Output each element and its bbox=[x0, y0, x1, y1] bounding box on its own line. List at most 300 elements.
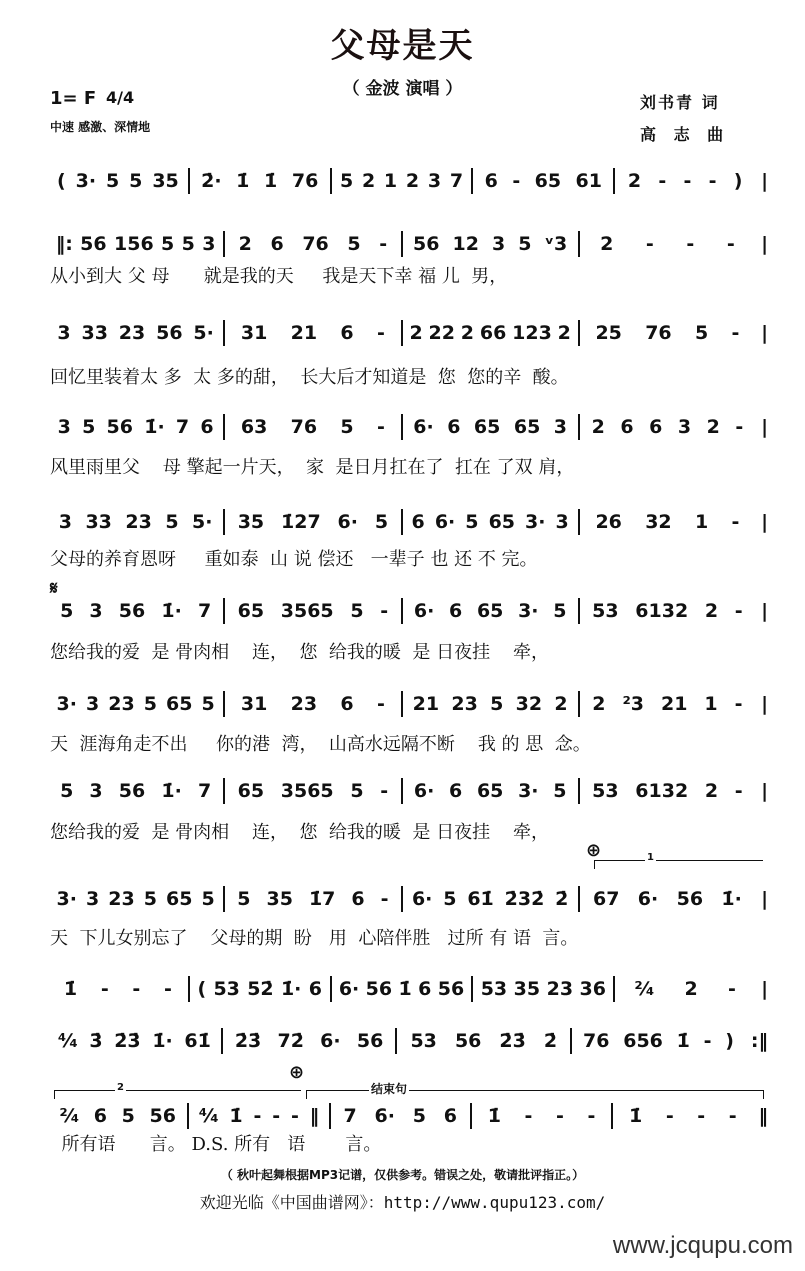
measure bbox=[225, 693, 400, 715]
measure bbox=[615, 978, 755, 1000]
note-group: 5 bbox=[350, 780, 364, 802]
notation-row bbox=[48, 508, 768, 536]
note-group: 65 bbox=[513, 416, 541, 438]
measure bbox=[189, 1105, 328, 1127]
note-group: - bbox=[380, 600, 389, 622]
notation-row bbox=[48, 690, 768, 718]
note-group: 2 bbox=[238, 233, 252, 255]
note-group: 6 bbox=[308, 978, 322, 1000]
note-group: - bbox=[734, 600, 743, 622]
note-group: - bbox=[734, 693, 743, 715]
note-group: 2 bbox=[592, 693, 606, 715]
note-group: 56 bbox=[365, 978, 393, 1000]
measure bbox=[48, 233, 223, 255]
lyrics-line: 回忆里装着太 多 太 多的甜， 长大后才知道是 您 您的辛 酸。 bbox=[50, 367, 569, 388]
measure bbox=[580, 780, 755, 802]
note-group: 3565 bbox=[280, 600, 334, 622]
note-group: 56 bbox=[676, 888, 704, 910]
note-group: 6 bbox=[340, 322, 354, 344]
note-group: 26 bbox=[595, 511, 622, 533]
note-group: 6 bbox=[93, 1105, 107, 1127]
lyrics-line: 从小到大 父 母 就是我的天 我是天下幸 福 儿 男， bbox=[50, 266, 508, 287]
notation-row bbox=[48, 975, 768, 1003]
notation-row bbox=[48, 413, 768, 441]
note-group: 5 bbox=[340, 416, 354, 438]
note-group: 1̇ bbox=[676, 1030, 690, 1052]
note-group: 23 bbox=[108, 693, 135, 715]
note-group: 65 bbox=[166, 693, 193, 715]
note-group: 53 bbox=[410, 1030, 437, 1052]
note-group: 23 bbox=[451, 693, 478, 715]
note-group: 2 bbox=[460, 322, 475, 344]
note-group: 56 bbox=[454, 1030, 482, 1052]
note-group: 2 bbox=[704, 600, 719, 622]
note-group: 6· bbox=[413, 600, 435, 622]
measure bbox=[48, 978, 188, 1000]
note-group: 25 bbox=[595, 322, 622, 344]
note-group: 6 bbox=[443, 1105, 457, 1127]
note-group: - bbox=[734, 780, 743, 802]
end-barline: :‖ bbox=[750, 1030, 768, 1052]
note-group: 5 bbox=[129, 170, 143, 192]
measure bbox=[225, 780, 400, 802]
note-group: 3 bbox=[553, 416, 568, 438]
measure bbox=[580, 511, 755, 533]
note-group: 6 bbox=[200, 416, 214, 438]
end-barline: | bbox=[761, 888, 769, 910]
note-group: 3· bbox=[56, 888, 77, 910]
note-group: 2̇· bbox=[201, 170, 222, 192]
lyrics-line: 天 下儿女别忘了 父母的期 盼 用 心陪伴胜 过所 有 语 言。 bbox=[50, 928, 579, 949]
note-group: - bbox=[686, 233, 695, 255]
measure bbox=[397, 1030, 570, 1052]
note-group: 5 bbox=[553, 600, 567, 622]
note-group: 56 bbox=[156, 322, 183, 344]
note-group: 3565 bbox=[280, 780, 334, 802]
note-group: 2 bbox=[591, 416, 605, 438]
measure bbox=[403, 693, 578, 715]
note-group: 5 bbox=[60, 600, 74, 622]
note-group: 5 bbox=[347, 233, 361, 255]
note-group: 3 bbox=[86, 888, 100, 910]
measure bbox=[473, 978, 613, 1000]
measure bbox=[580, 888, 755, 910]
note-group: - bbox=[253, 1105, 262, 1127]
song-title: 父母是天 bbox=[330, 26, 475, 66]
note-group: 6 bbox=[340, 693, 354, 715]
note-group: 6 bbox=[449, 780, 463, 802]
lyricist-credit: 刘书青 词 bbox=[640, 93, 720, 112]
note-group: 3 bbox=[89, 600, 103, 622]
measure bbox=[332, 978, 472, 1000]
measure bbox=[225, 888, 400, 910]
note-group: ²3 bbox=[622, 693, 645, 715]
note-group: 7 bbox=[175, 416, 190, 438]
note-group: - bbox=[726, 233, 735, 255]
measure bbox=[615, 170, 755, 192]
note-group: - bbox=[731, 322, 740, 344]
note-group: 1 bbox=[704, 693, 718, 715]
note-group: ) bbox=[725, 1030, 734, 1052]
measure bbox=[225, 233, 400, 255]
note-group: 6· bbox=[337, 511, 358, 533]
note-group: 1̇· bbox=[721, 888, 742, 910]
note-group: - bbox=[380, 888, 389, 910]
note-group: 5 bbox=[553, 780, 567, 802]
note-group: 6 bbox=[449, 600, 463, 622]
note-group: 61̇ bbox=[184, 1030, 211, 1052]
note-group: 3· bbox=[518, 600, 539, 622]
note-group: 5 bbox=[412, 1105, 426, 1127]
note-group: - bbox=[524, 1105, 533, 1127]
note-group: 6 bbox=[411, 511, 425, 533]
note-group: 1̇7 bbox=[308, 888, 336, 910]
measure bbox=[580, 233, 755, 255]
note-group: 21 bbox=[290, 322, 318, 344]
note-group: - bbox=[703, 1030, 712, 1052]
note-group: 1̇· bbox=[152, 1030, 173, 1052]
note-group: 65 bbox=[237, 780, 265, 802]
note-group: 56 bbox=[106, 416, 133, 438]
volta-1-label: 1 bbox=[647, 852, 654, 863]
note-group: - bbox=[132, 978, 141, 1000]
note-group: 6· bbox=[320, 1030, 341, 1052]
note-group: 35 bbox=[237, 511, 265, 533]
volta-1-bracket bbox=[594, 852, 763, 869]
note-group: - bbox=[708, 170, 717, 192]
lyrics-line: 风里雨里父 母 擎起一片天， 家 是日月扛在了 扛在 了双 肩， bbox=[50, 457, 575, 478]
note-group: ²⁄₄ bbox=[59, 1105, 80, 1127]
note-group: 5 bbox=[201, 693, 215, 715]
note-group: 5· bbox=[192, 511, 213, 533]
note-group: 65 bbox=[166, 888, 193, 910]
note-group: ( bbox=[197, 978, 207, 1000]
notation-row bbox=[48, 230, 768, 258]
note-group: 12 bbox=[452, 233, 479, 255]
note-group: 6 bbox=[351, 888, 365, 910]
note-group: 6 bbox=[484, 170, 498, 192]
measure bbox=[190, 170, 330, 192]
note-group: - bbox=[100, 978, 109, 1000]
measure bbox=[331, 1105, 470, 1127]
note-group: - bbox=[376, 322, 385, 344]
note-group: 5 bbox=[694, 322, 709, 344]
note-group: 2 bbox=[684, 978, 698, 1000]
note-group: 2̇ bbox=[555, 888, 569, 910]
note-group: 5 bbox=[143, 888, 157, 910]
measure bbox=[225, 600, 400, 622]
note-group: 76 bbox=[583, 1030, 610, 1052]
note-group: 76 bbox=[302, 233, 329, 255]
measure bbox=[225, 322, 400, 344]
note-group: 2 bbox=[704, 780, 719, 802]
coda-icon-2: ⊕ bbox=[289, 1062, 305, 1083]
note-group: 56 bbox=[149, 1105, 176, 1127]
note-group: 23 bbox=[290, 693, 318, 715]
notation-row bbox=[48, 597, 768, 625]
note-group: 6· bbox=[413, 416, 434, 438]
note-group: - bbox=[290, 1105, 299, 1127]
note-group: 22 bbox=[428, 322, 455, 344]
watermark: www.jcqupu.com bbox=[612, 1232, 793, 1259]
measure bbox=[48, 1030, 221, 1052]
measure bbox=[580, 322, 755, 344]
note-group: 1̇ bbox=[236, 170, 250, 192]
note-group: 5 bbox=[443, 888, 457, 910]
lyrics-line: 您给我的爱 是 骨肉相 连， 您 给我的暖 是 日夜挂 牵， bbox=[50, 642, 549, 663]
end-barline: | bbox=[761, 416, 769, 438]
end-barline: | bbox=[761, 780, 769, 802]
note-group: 3 bbox=[57, 416, 71, 438]
coda-icon: ⊕ bbox=[586, 840, 602, 861]
note-group: 2̇32̇ bbox=[504, 888, 545, 910]
note-group: 1̇· bbox=[280, 978, 302, 1000]
notation-row bbox=[48, 1102, 768, 1130]
time-signature: 4/4 bbox=[106, 88, 135, 107]
note-group: 2 bbox=[409, 322, 423, 344]
note-group: 61 bbox=[575, 170, 602, 192]
end-barline: | bbox=[761, 511, 769, 533]
note-group: 53 bbox=[213, 978, 240, 1000]
notation-row bbox=[48, 777, 768, 805]
notation-row bbox=[48, 167, 768, 195]
note-group: 65 bbox=[476, 780, 504, 802]
ending-label: 结束句 bbox=[371, 1082, 408, 1096]
note-group: 6132 bbox=[635, 780, 689, 802]
segno-icon: 𝄋 bbox=[50, 578, 58, 599]
notation-row bbox=[48, 1027, 768, 1055]
measure bbox=[48, 1105, 187, 1127]
note-group: ⁴⁄₄ bbox=[198, 1105, 219, 1127]
note-group: 67 bbox=[592, 888, 620, 910]
measure bbox=[48, 511, 223, 533]
measure bbox=[48, 170, 188, 192]
note-group: - bbox=[587, 1105, 596, 1127]
note-group: 1 bbox=[383, 170, 398, 192]
note-group: - bbox=[728, 978, 736, 1000]
measure bbox=[403, 416, 578, 438]
note-group: 76 bbox=[291, 170, 319, 192]
note-group: 5 bbox=[201, 888, 215, 910]
note-group: 3 bbox=[86, 693, 100, 715]
note-group: 6 bbox=[447, 416, 461, 438]
note-group: 5 bbox=[105, 170, 120, 192]
note-group: 6 bbox=[418, 978, 432, 1000]
note-group: 1̇· bbox=[161, 600, 182, 622]
note-group: 23 bbox=[125, 511, 152, 533]
note-group: ⁴⁄₄ bbox=[57, 1030, 78, 1052]
end-barline: | bbox=[761, 170, 769, 192]
note-group: ( bbox=[56, 170, 66, 192]
measure bbox=[613, 1105, 752, 1127]
end-barline: | bbox=[761, 693, 769, 715]
note-group: - bbox=[376, 416, 385, 438]
note-group: 76 bbox=[645, 322, 672, 344]
note-group: - bbox=[728, 1105, 737, 1127]
measure bbox=[580, 416, 755, 438]
note-group: 2̇3̇ bbox=[114, 1030, 141, 1052]
note-group: 72̇ bbox=[277, 1030, 304, 1052]
note-group: 6 bbox=[270, 233, 284, 255]
tempo-marking: 中速 感激、深情地 bbox=[50, 120, 151, 134]
note-group: 2̇3̇ bbox=[499, 1030, 526, 1052]
note-group: 52̇ bbox=[247, 978, 274, 1000]
measure bbox=[190, 978, 330, 1000]
note-group: 63 bbox=[240, 416, 268, 438]
measure bbox=[580, 600, 755, 622]
note-group: 3· bbox=[525, 511, 546, 533]
measure bbox=[48, 600, 223, 622]
note-group: 1̇· bbox=[144, 416, 165, 438]
note-group: 3 bbox=[89, 780, 103, 802]
note-group: 1̇ bbox=[229, 1105, 243, 1127]
notation-row bbox=[48, 885, 768, 913]
note-group: 56 bbox=[437, 978, 465, 1000]
note-group: 6· bbox=[411, 888, 433, 910]
note-group: 35 bbox=[152, 170, 179, 192]
note-group: 5 bbox=[181, 233, 195, 255]
measure bbox=[48, 888, 223, 910]
end-barline: | bbox=[761, 600, 769, 622]
measure bbox=[48, 693, 223, 715]
note-group: 3· bbox=[518, 780, 539, 802]
note-group: 7 bbox=[197, 600, 212, 622]
note-group: - bbox=[164, 978, 172, 1000]
note-group: 3 bbox=[491, 233, 506, 255]
measure bbox=[403, 780, 578, 802]
note-group: 1̇ bbox=[264, 170, 278, 192]
measure bbox=[332, 170, 472, 192]
note-group: 2 bbox=[554, 693, 568, 715]
measure bbox=[403, 322, 578, 344]
measure bbox=[48, 322, 223, 344]
note-group: 7 bbox=[449, 170, 464, 192]
note-group: - bbox=[272, 1105, 281, 1127]
note-group: 2 bbox=[405, 170, 420, 192]
note-group: - bbox=[731, 511, 740, 533]
lyrics-line: 父母的养育恩呀 重如泰 山 说 偿还 一辈子 也 还 不 完。 bbox=[50, 549, 538, 570]
note-group: 66 bbox=[479, 322, 507, 344]
note-group: 31 bbox=[240, 322, 268, 344]
note-group: 3 bbox=[427, 170, 442, 192]
note-group: ²⁄₄ bbox=[634, 978, 655, 1000]
note-group: 7 bbox=[343, 1105, 357, 1127]
note-group: 1̇ bbox=[398, 978, 412, 1000]
note-group: 5 bbox=[161, 233, 175, 255]
note-group: 65 bbox=[476, 600, 504, 622]
note-group: - bbox=[556, 1105, 564, 1127]
note-group: 3 bbox=[677, 416, 692, 438]
measure bbox=[572, 1030, 745, 1052]
note-group: - bbox=[697, 1105, 706, 1127]
note-group: 36 bbox=[579, 978, 606, 1000]
notation-row bbox=[48, 319, 768, 347]
note-group: 32 bbox=[645, 511, 672, 533]
note-group: 31 bbox=[240, 693, 268, 715]
note-group: 5 bbox=[490, 693, 504, 715]
note-group: 3 bbox=[57, 322, 71, 344]
note-group: 5 bbox=[518, 233, 532, 255]
measure bbox=[580, 693, 755, 715]
transcription-note: （ 秋叶起舞根据MP3记谱，仅供参考。错误之处，敬请批评指正。） bbox=[220, 1168, 585, 1182]
note-group: 6 bbox=[620, 416, 634, 438]
note-group: 1 bbox=[694, 511, 709, 533]
note-group: 656 bbox=[623, 1030, 663, 1052]
note-group: 65 bbox=[237, 600, 265, 622]
note-group: 6132 bbox=[635, 600, 689, 622]
note-group: ) bbox=[733, 170, 743, 192]
note-group: 1̇· bbox=[161, 780, 182, 802]
note-group: 3 bbox=[58, 511, 72, 533]
note-group: 2̇ bbox=[543, 1030, 558, 1052]
lyrics-line: 您给我的爱 是 骨肉相 连， 您 给我的暖 是 日夜挂 牵， bbox=[50, 822, 549, 843]
measure bbox=[472, 1105, 611, 1127]
measure bbox=[403, 233, 578, 255]
measure bbox=[48, 416, 223, 438]
note-group: 1̇ bbox=[628, 1105, 643, 1127]
note-group: 65 bbox=[534, 170, 562, 192]
measure bbox=[403, 600, 578, 622]
note-group: 53 bbox=[592, 780, 619, 802]
note-group: 7 bbox=[197, 780, 212, 802]
note-group: 53 bbox=[592, 600, 619, 622]
note-group: 2 bbox=[557, 322, 571, 344]
note-group: 61̇ bbox=[467, 888, 494, 910]
note-group: ‖ bbox=[309, 1105, 320, 1127]
note-group: 5 bbox=[350, 600, 364, 622]
ending-bracket bbox=[306, 1082, 764, 1099]
note-group: 56 bbox=[356, 1030, 384, 1052]
note-group: 2 bbox=[706, 416, 720, 438]
site-link[interactable]: 欢迎光临《中国曲谱网》：http://www.qupu123.com/ bbox=[199, 1193, 606, 1212]
note-group: 5 bbox=[82, 416, 96, 438]
measure bbox=[225, 416, 400, 438]
note-group: 21 bbox=[661, 693, 688, 715]
note-group: 156 bbox=[114, 233, 154, 255]
note-group: 35 bbox=[266, 888, 293, 910]
measure bbox=[403, 511, 578, 533]
note-group: - bbox=[380, 780, 389, 802]
note-group: 5· bbox=[193, 322, 214, 344]
note-group: - bbox=[512, 170, 521, 192]
note-group: 5 bbox=[237, 888, 251, 910]
note-group: - bbox=[645, 233, 654, 255]
note-group: - bbox=[379, 233, 388, 255]
note-group: 6· bbox=[374, 1105, 395, 1127]
note-group: - bbox=[376, 693, 385, 715]
note-group: 1̇ bbox=[63, 978, 78, 1000]
note-group: 23 bbox=[108, 888, 135, 910]
note-group: 123 bbox=[512, 322, 552, 344]
note-group: 23 bbox=[546, 978, 574, 1000]
note-group: 3 bbox=[202, 233, 216, 255]
end-barline: ‖ bbox=[758, 1105, 768, 1127]
measure bbox=[403, 888, 578, 910]
note-group: 5 bbox=[165, 511, 179, 533]
note-group: 33 bbox=[81, 322, 108, 344]
note-group: 1̇27 bbox=[281, 511, 321, 533]
note-group: 2 bbox=[600, 233, 614, 255]
note-group: ᵛ3 bbox=[544, 233, 568, 255]
note-group: ‖: bbox=[55, 233, 73, 255]
measure bbox=[225, 511, 400, 533]
note-group: 6· bbox=[434, 511, 456, 533]
note-group: 65 bbox=[488, 511, 516, 533]
note-group: 5 bbox=[465, 511, 479, 533]
note-group: 5 bbox=[143, 693, 157, 715]
note-group: 65 bbox=[473, 416, 501, 438]
end-barline: | bbox=[761, 233, 769, 255]
